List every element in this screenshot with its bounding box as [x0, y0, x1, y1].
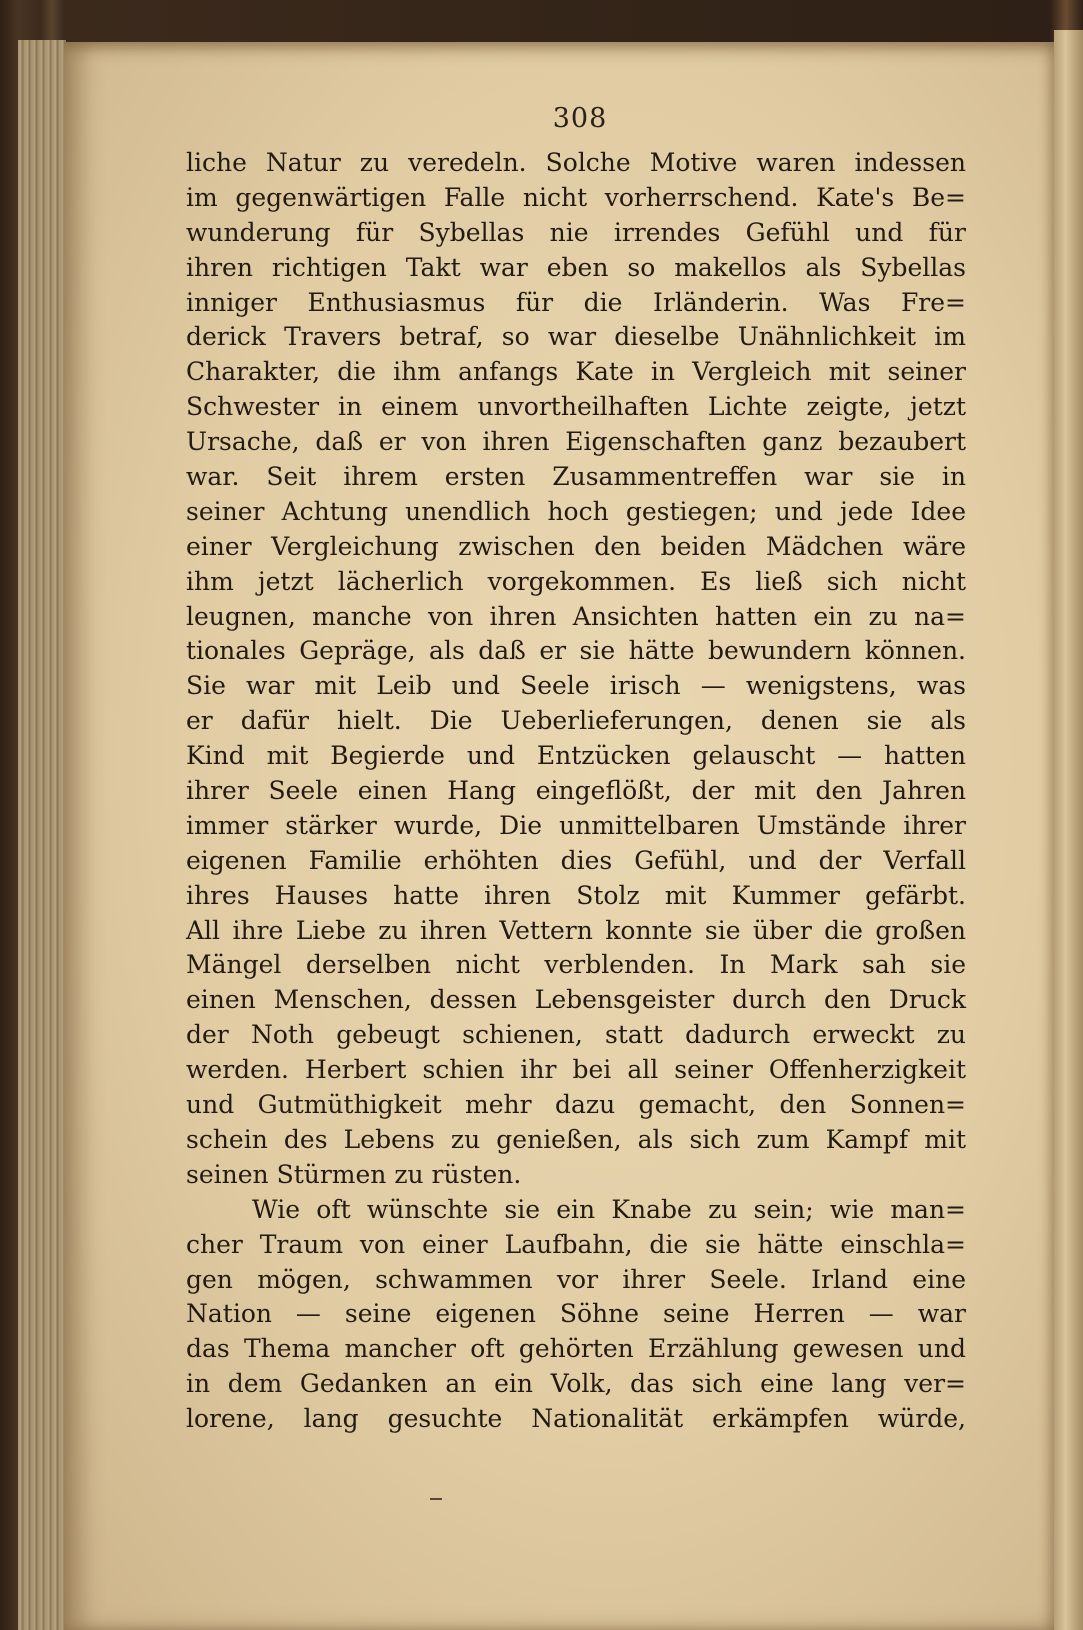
text-line: Wie oft wünschte sie ein Knabe zu sein; wie man=	[252, 1194, 966, 1224]
text-line: Sie war mit Leib und Seele irisch — wenigstens, was	[186, 671, 966, 701]
text-line: liche Natur zu veredeln. Solche Motive waren indessen	[186, 148, 966, 177]
text-line: Schwester in einem unvortheilhaften Lichte zeigte, jetzt	[186, 392, 966, 422]
text-line: inniger Enthusiasmus für die Irländerin. Was Fre=	[186, 287, 966, 317]
text-line: Mängel derselben nicht verblenden. In Mark sah sie	[186, 950, 966, 980]
text-line: Charakter, die ihm anfangs Kate in Vergleich mit seiner	[186, 357, 966, 387]
text-line: in dem Gedanken an ein Volk, das sich eine lang ver=	[186, 1369, 966, 1399]
text-line: derick Travers betraf, so war dieselbe Unähnlichkeit im	[186, 322, 966, 352]
text-line: seinen Stürmen zu rüsten.	[186, 1159, 522, 1189]
text-line: einen Menschen, dessen Lebensgeister durch den Druck	[186, 985, 966, 1015]
text-line: eigenen Familie erhöhten dies Gefühl, und der Verfall	[186, 845, 966, 875]
text-line: und Gutmüthigkeit mehr dazu gemacht, den Sonnen=	[186, 1090, 966, 1120]
signature-mark	[430, 1498, 442, 1500]
text-line: werden. Herbert schien ihr bei all seiner Offenherzigkeit	[186, 1055, 966, 1085]
text-line: Kind mit Begierde und Entzücken gelauscht — hatten	[186, 741, 966, 771]
text-line: seiner Achtung unendlich hoch gestiegen; und jede Idee	[186, 496, 966, 526]
text-line: Nation — seine eigenen Söhne seine Herren — war	[186, 1299, 966, 1329]
text-line: ihrer Seele einen Hang eingeflößt, der mit den Jahren	[186, 776, 966, 806]
page-number: 308	[552, 103, 608, 134]
text-line: war. Seit ihrem ersten Zusammentreffen war sie in	[186, 462, 966, 492]
text-line: All ihre Liebe zu ihren Vettern konnte sie über die großen	[186, 915, 966, 945]
text-line: tionales Gepräge, als daß er sie hätte bewundern können.	[186, 636, 966, 666]
text-line: cher Traum von einer Laufbahn, die sie hätte einschla=	[186, 1229, 966, 1259]
text-line: ihren richtigen Takt war eben so makellos als Sybellas	[186, 252, 966, 282]
text-line: einer Vergleichung zwischen den beiden Mädchen wäre	[186, 531, 966, 561]
text-line: ihm jetzt lächerlich vorgekommen. Es ließ sich nicht	[186, 566, 966, 596]
text-line: im gegenwärtigen Falle nicht vorherrschend. Kate's Be=	[186, 182, 966, 212]
page-edges	[18, 40, 66, 1630]
text-line: wunderung für Sybellas nie irrendes Gefühl und für	[186, 217, 966, 247]
text-line: der Noth gebeugt schienen, statt dadurch erweckt zu	[186, 1020, 966, 1050]
text-line: immer stärker wurde, Die unmittelbaren Umstände ihrer	[186, 810, 966, 840]
body-text	[186, 146, 966, 1437]
facing-page-edge	[1054, 30, 1083, 1630]
text-line: ihres Hauses hatte ihren Stolz mit Kummer gefärbt.	[186, 880, 966, 910]
text-line: schein des Lebens zu genießen, als sich zum Kampf mit	[186, 1124, 966, 1154]
text-line: Ursache, daß er von ihren Eigenschaften ganz bezaubert	[186, 427, 966, 457]
text-line: er dafür hielt. Die Ueberlieferungen, denen sie als	[186, 706, 966, 736]
text-line: das Thema mancher oft gehörten Erzählung gewesen und	[186, 1334, 966, 1364]
text-line: leugnen, manche von ihren Ansichten hatten ein zu na=	[186, 601, 966, 631]
text-line: gen mögen, schwammen vor ihrer Seele. Irland eine	[186, 1264, 966, 1294]
text-line: lorene, lang gesuchte Nationalität erkämpfen würde,	[186, 1404, 966, 1434]
